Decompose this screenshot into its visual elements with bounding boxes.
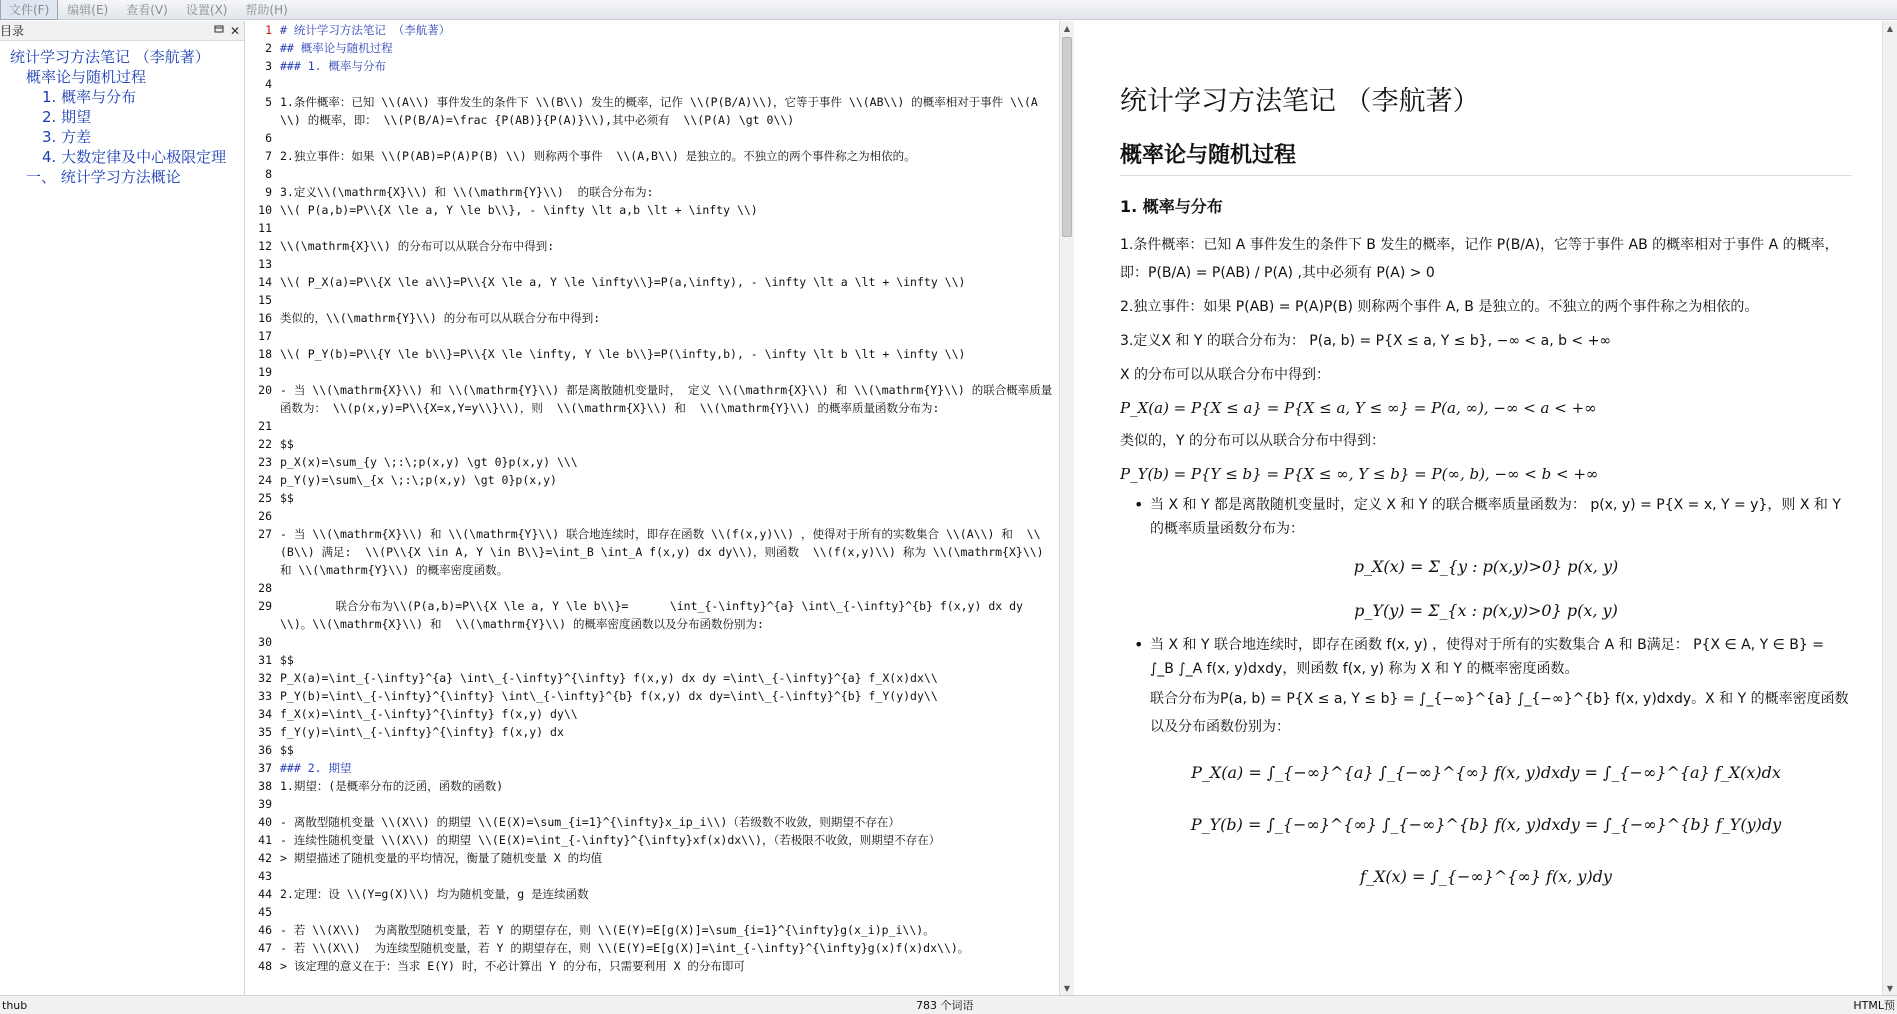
editor-line[interactable] xyxy=(256,489,1059,507)
toc-item[interactable]: 1. 概率与分布 xyxy=(42,88,137,106)
editor-line[interactable] xyxy=(256,39,1059,57)
editor-line[interactable] xyxy=(256,939,1059,957)
line-text[interactable]: 1.期望：(是概率分布的泛函，函数的函数) xyxy=(280,779,504,793)
line-text[interactable]: 3.定义\\(\mathrm{X}\\) 和 \\(\mathrm{Y}\\) 的联合分布为: xyxy=(280,185,654,199)
status-bar xyxy=(0,995,1897,1014)
line-number: 20 xyxy=(258,383,272,397)
toc-item[interactable]: 3. 方差 xyxy=(42,128,92,146)
editor-line[interactable] xyxy=(256,129,1059,147)
line-text[interactable]: - 当 \\(\mathrm{X}\\) 和 \\(\mathrm{Y}\\) 都是离散随机变量时， 定义 \\(\mathrm{X}\\) 和 \\(\mathrm{Y}\\) 的联合概率质量函数为： \\(p(x,y)=P\\{X=x,Y=y\\}\\)，则 \\(\mathrm{X}\\) 和 \\(\mathrm{Y}\\) 的概率质量函数分布为: xyxy=(280,383,1053,415)
line-text[interactable] xyxy=(280,579,1059,597)
pin-icon[interactable] xyxy=(214,24,224,38)
line-number: 11 xyxy=(258,221,272,235)
scroll-up-icon[interactable]: ▲ xyxy=(1063,23,1071,33)
line-text[interactable]: $$ xyxy=(280,491,294,505)
line-number: 17 xyxy=(258,329,272,343)
line-number: 12 xyxy=(258,239,272,253)
line-text[interactable] xyxy=(280,291,1059,309)
line-text[interactable]: \\( P(a,b)=P\\{X \le a, Y \le b\\}, - \infty \lt a,b \lt + \infty \\) xyxy=(280,203,758,217)
line-text[interactable]: f_Y(y)=\int\_{-\infty}^{\infty} f(x,y) dx xyxy=(280,725,564,739)
line-number: 27 xyxy=(258,527,272,541)
toc-item[interactable]: 一、 统计学习方法概论 xyxy=(26,168,181,186)
editor-line[interactable] xyxy=(256,471,1059,489)
editor-scroll-thumb[interactable] xyxy=(1062,37,1072,237)
line-text[interactable] xyxy=(280,75,1059,93)
status-left: thub xyxy=(2,998,28,1012)
menu-file[interactable]: 文件(F) xyxy=(0,0,58,20)
editor-line[interactable] xyxy=(256,705,1059,723)
preview-bullet-continuous: • 当 X 和 Y 联合地连续时，即存在函数 f(x, y) ，使得对于所有的实数集合 A 和 B满足： P{X ∈ A, Y ∈ B} = ∫_B ∫_A f(x, y)dxdy，则函数 f(x, y) 称为 X 和 Y 的概率密度函数。 xyxy=(1134,633,1852,681)
line-number: 47 xyxy=(258,941,272,955)
html-preview xyxy=(1080,21,1882,995)
line-number: 5 xyxy=(265,95,272,109)
editor-line[interactable] xyxy=(256,507,1059,525)
line-text[interactable]: # 统计学习方法笔记 （李航著） xyxy=(280,23,451,37)
line-number: 37 xyxy=(258,761,272,775)
toc-item[interactable]: 2. 期望 xyxy=(42,108,92,126)
line-text[interactable]: - 连续性随机变量 \\(X\\) 的期望 \\(E(X)=\int_{-\infty}^{\infty}xf(x)dx\\)，（若极限不收敛，则期望不存在） xyxy=(280,833,941,847)
line-text[interactable]: \\(\mathrm{X}\\) 的分布可以从联合分布中得到: xyxy=(280,239,555,253)
line-text[interactable]: 1.条件概率：已知 \\(A\\) 事件发生的条件下 \\(B\\) 发生的概率，记作 \\(P(B/A)\\)，它等于事件 \\(AB\\) 的概率相对于事件 \\(A\\) 的概率，即： \\(P(B/A)=\frac {P(AB)}{P(A)}\\),其中必须有 \\(P(A) \gt 0\\) xyxy=(280,95,1038,127)
line-number: 2 xyxy=(265,41,272,55)
preview-formula-pmf-y: p_Y(y) = Σ_{x : p(x,y)>0} p(x, y) xyxy=(1354,601,1618,620)
line-number: 21 xyxy=(258,419,272,433)
editor-line[interactable] xyxy=(256,831,1059,849)
line-number: 39 xyxy=(258,797,272,811)
line-text[interactable]: \\( P_X(a)=P\\{X \le a\\}=P\\{X \le a, Y \le \infty\\}=P(a,\infty), - \infty \lt a \lt + \infty \\) xyxy=(280,275,966,289)
line-number: 16 xyxy=(258,311,272,325)
menu-edit[interactable]: 编辑(E) xyxy=(67,3,109,17)
preview-joint-distribution: 3.定义X 和 Y 的联合分布为： P(a, b) = P{X ≤ a, Y ≤ b}, −∞ < a, b < +∞ xyxy=(1120,333,1612,349)
line-text[interactable]: p_Y(y)=\sum\_{x \;:\;p(x,y) \gt 0}p(x,y) xyxy=(280,473,557,487)
line-text[interactable]: ## 概率论与随机过程 xyxy=(280,41,393,55)
line-text[interactable]: - 若 \\(X\\) 为连续型随机变量，若 Y 的期望存在，则 \\(E(Y)=E[g(X)]=\int_{-\infty}^{\infty}g(x)f(x)dx\\)。 xyxy=(280,941,970,955)
line-text[interactable] xyxy=(280,255,1059,273)
editor-line[interactable] xyxy=(256,75,1059,93)
line-text[interactable]: ### 1. 概率与分布 xyxy=(280,59,386,73)
editor-line[interactable] xyxy=(256,525,1059,579)
line-text[interactable] xyxy=(280,867,1059,885)
line-text[interactable]: - 离散型随机变量 \\(X\\) 的期望 \\(E(X)=\sum_{i=1}^{\infty}x_ip_i\\)（若级数不收敛，则期望不存在） xyxy=(280,815,900,829)
editor-line[interactable] xyxy=(256,237,1059,255)
editor-line[interactable] xyxy=(256,633,1059,651)
editor-line[interactable] xyxy=(256,597,1059,633)
line-text[interactable]: $$ xyxy=(280,437,294,451)
line-text[interactable] xyxy=(280,633,1059,651)
editor-line[interactable] xyxy=(256,183,1059,201)
line-text[interactable] xyxy=(280,417,1059,435)
editor-line[interactable] xyxy=(256,651,1059,669)
line-number: 38 xyxy=(258,779,272,793)
line-number: 4 xyxy=(265,77,272,91)
preview-h2: 概率论与随机过程 xyxy=(1120,138,1852,176)
editor-line[interactable] xyxy=(256,381,1059,417)
line-number: 48 xyxy=(258,959,272,973)
editor-line[interactable] xyxy=(256,93,1059,129)
line-text[interactable]: ### 2. 期望 xyxy=(280,761,352,775)
line-number: 1 xyxy=(265,23,272,37)
scroll-down-icon[interactable]: ▼ xyxy=(1063,983,1071,993)
line-text[interactable] xyxy=(280,363,1059,381)
line-text[interactable]: 2.定理：设 \\(Y=g(X)\\) 均为随机变量，g 是连续函数 xyxy=(280,887,589,901)
editor-line[interactable] xyxy=(256,201,1059,219)
line-number: 28 xyxy=(258,581,272,595)
line-number: 45 xyxy=(258,905,272,919)
preview-h3: 1. 概率与分布 xyxy=(1120,197,1223,216)
line-number: 10 xyxy=(258,203,272,217)
line-number: 31 xyxy=(258,653,272,667)
line-number: 13 xyxy=(258,257,272,271)
line-text[interactable]: 2.独立事件：如果 \\(P(AB)=P(A)P(B) \\) 则称两个事件 \\(A,B\\) 是独立的。不独立的两个事件称之为相依的。 xyxy=(280,149,916,163)
line-number: 25 xyxy=(258,491,272,505)
line-number: 30 xyxy=(258,635,272,649)
toc-item[interactable]: 统计学习方法笔记 （李航著） xyxy=(10,48,210,66)
line-number: 23 xyxy=(258,455,272,469)
status-mode: HTML预 xyxy=(1853,999,1895,1012)
editor-line[interactable] xyxy=(256,255,1059,273)
line-number: 34 xyxy=(258,707,272,721)
editor-line[interactable] xyxy=(256,723,1059,741)
line-text[interactable]: \\( P_Y(b)=P\\{Y \le b\\}=P\\{X \le \infty, Y \le b\\}=P(\infty,b), - \infty \lt b \lt + \infty \\) xyxy=(280,347,966,361)
preview-formula-px: P_X(a) = P{X ≤ a} = P{X ≤ a, Y ≤ ∞} = P(a, ∞), −∞ < a < +∞ xyxy=(1120,399,1597,417)
markdown-editor[interactable] xyxy=(256,21,1059,995)
editor-line[interactable] xyxy=(256,273,1059,291)
line-text[interactable]: p_X(x)=\sum_{y \;:\;p(x,y) \gt 0}p(x,y) \\\ xyxy=(280,455,578,469)
line-number: 3 xyxy=(265,59,272,73)
line-number: 15 xyxy=(258,293,272,307)
editor-line[interactable] xyxy=(256,867,1059,885)
line-number: 41 xyxy=(258,833,272,847)
line-number: 46 xyxy=(258,923,272,937)
editor-line[interactable] xyxy=(256,957,1059,975)
preview-y-marginal-text: 类似的，Y 的分布可以从联合分布中得到： xyxy=(1120,433,1386,449)
line-number: 43 xyxy=(258,869,272,883)
toc-panel xyxy=(0,21,245,995)
preview-formula-cdf-y: P_Y(b) = ∫_{−∞}^{∞} ∫_{−∞}^{b} f(x, y)dxdy = ∫_{−∞}^{b} f_Y(y)dy xyxy=(1190,815,1782,834)
line-text[interactable]: > 该定理的意义在于：当求 E(Y) 时，不必计算出 Y 的分布，只需要利用 X 的分布即可 xyxy=(280,959,745,973)
toc-title: 目录 xyxy=(0,24,25,38)
menu-help[interactable]: 帮助(H) xyxy=(245,3,288,17)
line-text[interactable] xyxy=(280,327,1059,345)
line-text[interactable]: f_X(x)=\int\_{-\infty}^{\infty} f(x,y) dy\\ xyxy=(280,707,578,721)
editor-line[interactable] xyxy=(256,57,1059,75)
line-number: 26 xyxy=(258,509,272,523)
preview-bullet-discrete: • 当 X 和 Y 都是离散随机变量时，定义 X 和 Y 的联合概率质量函数为： p(x, y) = P{X = x, Y = y}，则 X 和 Y 的概率质量函数分布为： xyxy=(1134,493,1852,541)
editor-line[interactable] xyxy=(256,669,1059,687)
editor-line[interactable] xyxy=(256,435,1059,453)
preview-conditional-probability: 1.条件概率：已知 A 事件发生的条件下 B 发生的概率，记作 P(B/A)，它等于事件 AB 的概率相对于事件 A 的概率，即：P(B/A) = P(AB) / P(A) ,其中必须有 P(A) > 0 xyxy=(1120,237,1839,281)
line-number: 42 xyxy=(258,851,272,865)
editor-line[interactable] xyxy=(256,759,1059,777)
preview-formula-cdf-x: P_X(a) = ∫_{−∞}^{a} ∫_{−∞}^{∞} f(x, y)dxdy = ∫_{−∞}^{a} f_X(x)dx xyxy=(1191,763,1781,782)
editor-line[interactable] xyxy=(256,363,1059,381)
editor-line[interactable] xyxy=(256,453,1059,471)
line-number: 44 xyxy=(258,887,272,901)
toc-item[interactable]: 4. 大数定律及中心极限定理 xyxy=(42,148,227,166)
line-number: 9 xyxy=(265,185,272,199)
line-number: 35 xyxy=(258,725,272,739)
editor-scrollbar[interactable] xyxy=(1059,21,1074,995)
editor-line[interactable] xyxy=(256,327,1059,345)
line-text[interactable]: P_X(a)=\int_{-\infty}^{a} \int\_{-\infty}^{\infty} f(x,y) dx dy =\int\_{-\infty}^{a} f_X(x)dx\\ xyxy=(280,671,938,685)
word-count: 783 个词语 xyxy=(916,999,974,1012)
line-number: 19 xyxy=(258,365,272,379)
preview-scroll-up-icon[interactable]: ▲ xyxy=(1886,23,1894,33)
editor-line[interactable] xyxy=(256,21,1059,39)
line-text[interactable]: 联合分布为\\(P(a,b)=P\\{X \le a, Y \le b\\}= \int_{-\infty}^{a} \int\_{-\infty}^{b} f(x,y) dx dy\\)。\\(\mathrm{X}\\) 和 \\(\mathrm{Y}\\) 的概率密度函数以及分布函数份别为: xyxy=(280,599,1023,631)
editor-line[interactable] xyxy=(256,813,1059,831)
line-text[interactable]: - 当 \\(\mathrm{X}\\) 和 \\(\mathrm{Y}\\) 联合地连续时，即存在函数 \\(f(x,y)\\) ，使得对于所有的实数集合 \\(A\\) 和 \\(B\\) 满足: \\(P\\{X \in A, Y \in B\\}=\int_B \int_A f(x,y) dx dy\\)，则函数 \\(f(x,y)\\) 称为 \\(\mathrm{X}\\) 和 \\(\mathrm{Y}\\) 的概率密度函数。 xyxy=(280,527,1051,577)
line-text[interactable]: 类似的，\\(\mathrm{Y}\\) 的分布可以从联合分布中得到: xyxy=(280,311,601,325)
editor-line[interactable] xyxy=(256,417,1059,435)
editor-line[interactable] xyxy=(256,885,1059,903)
editor-line[interactable] xyxy=(256,291,1059,309)
editor-line[interactable] xyxy=(256,219,1059,237)
preview-scrollbar[interactable] xyxy=(1882,21,1897,995)
toc-list xyxy=(0,41,244,187)
line-text[interactable]: > 期望描述了随机变量的平均情况，衡量了随机变量 X 的均值 xyxy=(280,851,603,865)
line-text[interactable] xyxy=(280,219,1059,237)
editor-line[interactable] xyxy=(256,165,1059,183)
toc-header xyxy=(0,21,244,41)
line-number: 36 xyxy=(258,743,272,757)
editor-line[interactable] xyxy=(256,147,1059,165)
line-number: 6 xyxy=(265,131,272,145)
toc-close-icon[interactable]: ✕ xyxy=(229,23,240,38)
menu-settings[interactable]: 设置(X) xyxy=(185,3,228,17)
editor-line[interactable] xyxy=(256,687,1059,705)
line-number: 29 xyxy=(258,599,272,613)
preview-independent-events: 2.独立事件：如果 P(AB) = P(A)P(B) 则称两个事件 A, B 是独立的。不独立的两个事件称之为相依的。 xyxy=(1120,299,1759,315)
line-number: 18 xyxy=(258,347,272,361)
editor-line[interactable] xyxy=(256,309,1059,327)
editor-line[interactable] xyxy=(256,777,1059,795)
line-text[interactable] xyxy=(280,903,1059,921)
preview-scroll-down-icon[interactable]: ▼ xyxy=(1886,983,1894,993)
line-text[interactable] xyxy=(280,507,1059,525)
line-text[interactable]: $$ xyxy=(280,653,294,667)
editor-line[interactable] xyxy=(256,345,1059,363)
line-number: 40 xyxy=(258,815,272,829)
line-number: 14 xyxy=(258,275,272,289)
editor-line[interactable] xyxy=(256,579,1059,597)
editor-line[interactable] xyxy=(256,741,1059,759)
preview-h1: 统计学习方法笔记 （李航著） xyxy=(1120,86,1480,117)
editor-line[interactable] xyxy=(256,903,1059,921)
menu-view[interactable]: 查看(V) xyxy=(126,3,168,17)
line-text[interactable] xyxy=(280,129,1059,147)
toc-item[interactable]: 概率论与随机过程 xyxy=(26,68,147,86)
preview-x-marginal-text: X 的分布可以从联合分布中得到： xyxy=(1120,367,1331,383)
menu-bar xyxy=(0,0,1897,20)
line-text[interactable]: P_Y(b)=\int\_{-\infty}^{\infty} \int\_{-\infty}^{b} f(x,y) dx dy=\int\_{-\infty}^{b} f_Y(y)dy\\ xyxy=(280,689,938,703)
editor-line[interactable] xyxy=(256,849,1059,867)
line-number: 33 xyxy=(258,689,272,703)
line-text[interactable]: $$ xyxy=(280,743,294,757)
line-number: 8 xyxy=(265,167,272,181)
line-text[interactable]: - 若 \\(X\\) 为离散型随机变量，若 Y 的期望存在，则 \\(E(Y)=E[g(X)]=\sum_{i=1}^{\infty}g(x_i)p_i\\)。 xyxy=(280,923,935,937)
line-number: 32 xyxy=(258,671,272,685)
line-number: 22 xyxy=(258,437,272,451)
preview-formula-pmf-x: p_X(x) = Σ_{y : p(x,y)>0} p(x, y) xyxy=(1353,557,1619,576)
preview-joint-density-text: 联合分布为P(a, b) = P{X ≤ a, Y ≤ b} = ∫_{−∞}^{a} ∫_{−∞}^{b} f(x, y)dxdy。X 和 Y 的概率密度函数以及分布函数份别为： xyxy=(1150,691,1849,735)
line-number: 24 xyxy=(258,473,272,487)
preview-formula-pdf-x: f_X(x) = ∫_{−∞}^{∞} f(x, y)dy xyxy=(1360,867,1612,886)
editor-line[interactable] xyxy=(256,795,1059,813)
line-text[interactable] xyxy=(280,795,1059,813)
editor-line[interactable] xyxy=(256,921,1059,939)
preview-formula-py: P_Y(b) = P{Y ≤ b} = P{X ≤ ∞, Y ≤ b} = P(∞, b), −∞ < b < +∞ xyxy=(1120,465,1599,483)
line-text[interactable] xyxy=(280,165,1059,183)
line-number: 7 xyxy=(265,149,272,163)
